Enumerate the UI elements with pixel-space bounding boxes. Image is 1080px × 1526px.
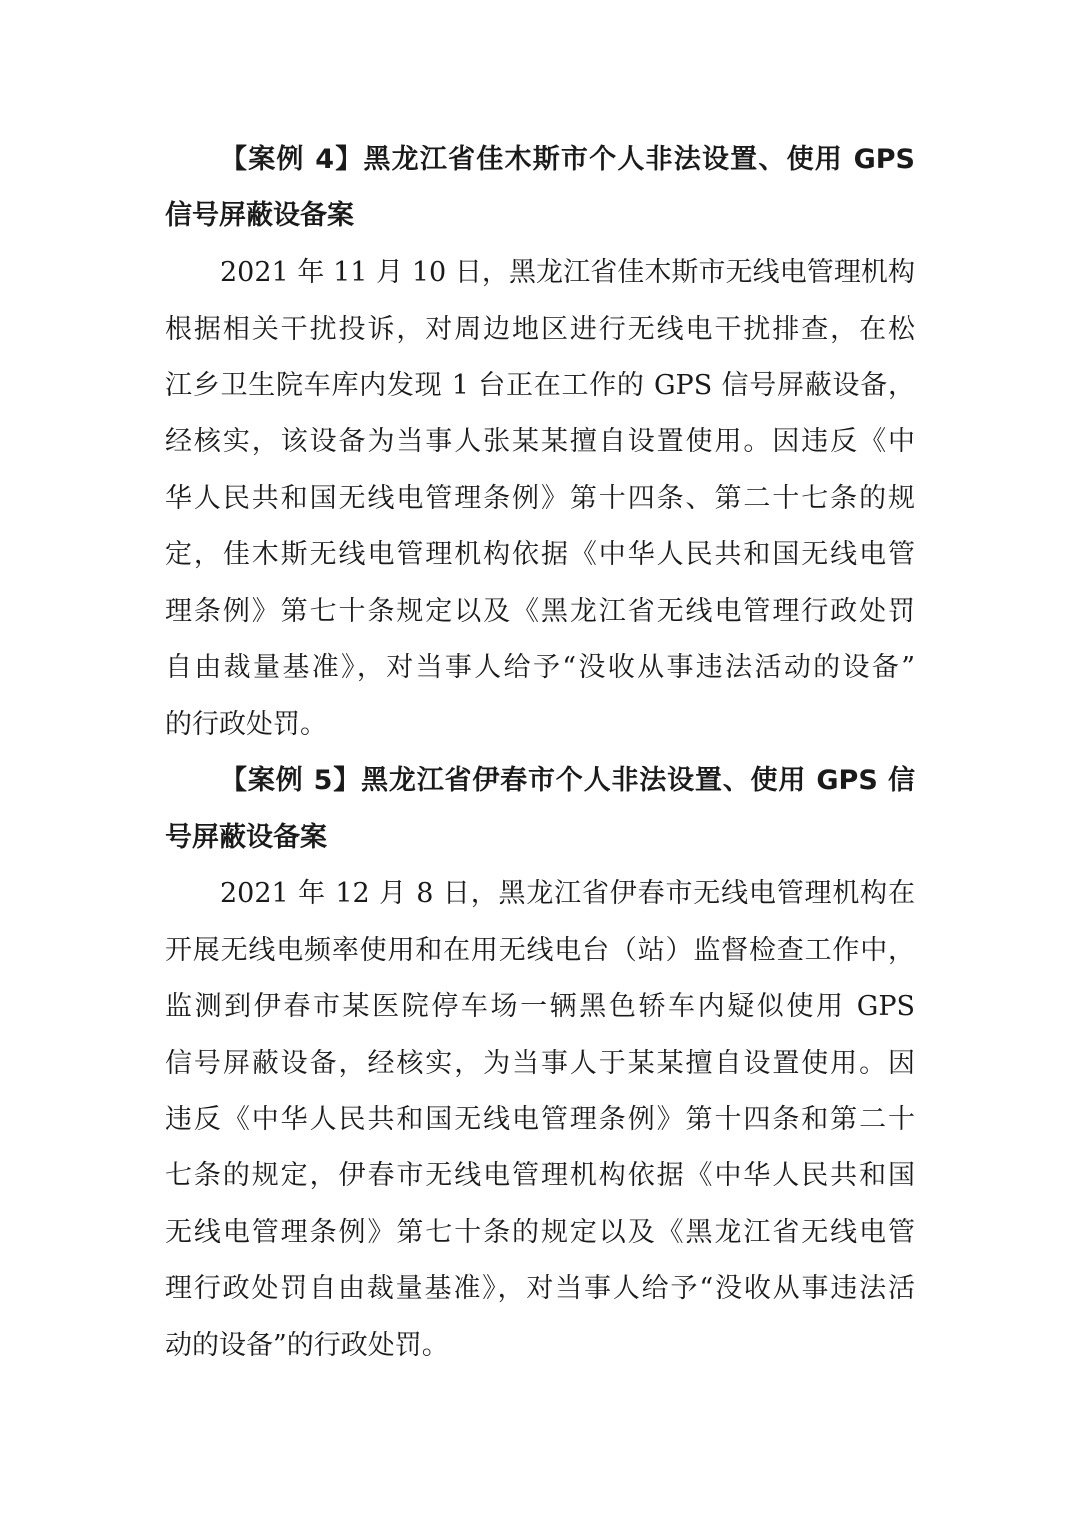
case5-body-line-3: 监测到伊春市某医院停车场一辆黑色轿车内疑似使用 GPS: [165, 991, 915, 1022]
case5-body-line-2: 开展无线电频率使用和在用无线电台（站）监督检查工作中，: [165, 935, 915, 966]
case5-body-line-7: 无线电管理条例》第七十条的规定以及《黑龙江省无线电管: [165, 1217, 915, 1248]
case4-body-line-6: 定，佳木斯无线电管理机构依据《中华人民共和国无线电管: [165, 539, 915, 570]
case5-body-line-6: 七条的规定，伊春市无线电管理机构依据《中华人民共和国: [165, 1160, 915, 1191]
case5-body-line-8: 理行政处罚自由裁量基准》，对当事人给予“没收从事违法活: [165, 1273, 915, 1304]
case4-body-line-3: 江乡卫生院车库内发现 1 台正在工作的 GPS 信号屏蔽设备，: [165, 370, 915, 401]
case4-body-line-1: 2021 年 11 月 10 日，黑龙江省佳木斯市无线电管理机构: [220, 257, 915, 288]
case4-title-line-2: 信号屏蔽设备案: [165, 200, 354, 231]
case4-title-line-1: 【案例 4】黑龙江省佳木斯市个人非法设置、使用 GPS: [220, 144, 915, 175]
case5-body-line-4: 信号屏蔽设备，经核实，为当事人于某某擅自设置使用。因: [165, 1048, 915, 1079]
case4-body-line-7: 理条例》第七十条规定以及《黑龙江省无线电管理行政处罚: [165, 596, 915, 627]
case5-title-line-1: 【案例 5】黑龙江省伊春市个人非法设置、使用 GPS 信: [220, 765, 915, 796]
case5-body-line-1: 2021 年 12 月 8 日，黑龙江省伊春市无线电管理机构在: [220, 878, 915, 909]
case4-body-line-8: 自由裁量基准》，对当事人给予“没收从事违法活动的设备”: [165, 652, 915, 683]
case5-title-line-2: 号屏蔽设备案: [165, 822, 327, 853]
case5-body-line-5: 违反《中华人民共和国无线电管理条例》第十四条和第二十: [165, 1104, 915, 1135]
case4-body-line-5: 华人民共和国无线电管理条例》第十四条、第二十七条的规: [165, 483, 915, 514]
case4-body-line-9: 的行政处罚。: [165, 709, 327, 740]
case4-body-line-4: 经核实，该设备为当事人张某某擅自设置使用。因违反《中: [165, 426, 915, 457]
case4-body-line-2: 根据相关干扰投诉，对周边地区进行无线电干扰排查，在松: [165, 314, 915, 345]
case5-body-line-9: 动的设备”的行政处罚。: [165, 1330, 449, 1361]
